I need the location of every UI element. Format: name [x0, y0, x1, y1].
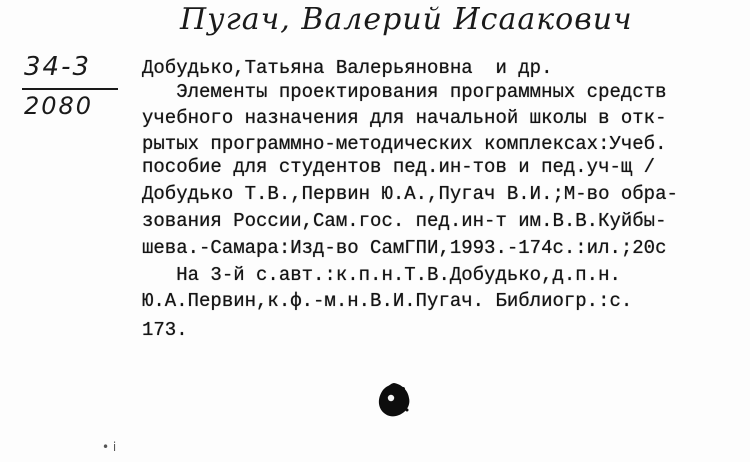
card-line-publisher-1: зования России,Сам.гос. пед.ин-т им.В.В.Куйбы- [142, 210, 667, 232]
card-line-title-1: Элементы проектирования программных средств [142, 81, 667, 103]
card-line-author: Добудько,Татьяна Валерьяновна и др. [142, 57, 553, 79]
card-line-title-4: пособие для студентов пед.ин-тов и пед.уч-щ / [142, 156, 656, 178]
card-line-note-2: Ю.А.Первин,к.ф.-м.н.В.И.Пугач. Библиогр.:с. [142, 290, 633, 312]
card-line-note-1: На 3-й с.авт.:к.п.н.Т.В.Добудько,д.п.н. [142, 264, 621, 286]
card-line-publisher-2: шева.-Самара:Изд-во СамГПИ,1993.-174с.:ил.;20с [142, 237, 667, 259]
shelfmark-divider [22, 88, 118, 90]
handwritten-heading: Пугач, Валерий Исаакович [180, 2, 633, 37]
ink-stamp-mark [374, 380, 414, 420]
corner-marks: • i [102, 440, 117, 454]
card-line-title-3: рытых программно-методических комплексах:Учеб. [142, 133, 667, 155]
card-line-note-3: 173. [142, 319, 188, 341]
card-line-title-2: учебного назначения для начальной школы в отк- [142, 107, 667, 129]
shelfmark-bottom: 2080 [24, 92, 94, 120]
shelfmark-top: 34-3 [24, 52, 92, 82]
card-line-responsibility: Добудько Т.В.,Первин Ю.А.,Пугач В.И.;М-во обра- [142, 183, 678, 205]
